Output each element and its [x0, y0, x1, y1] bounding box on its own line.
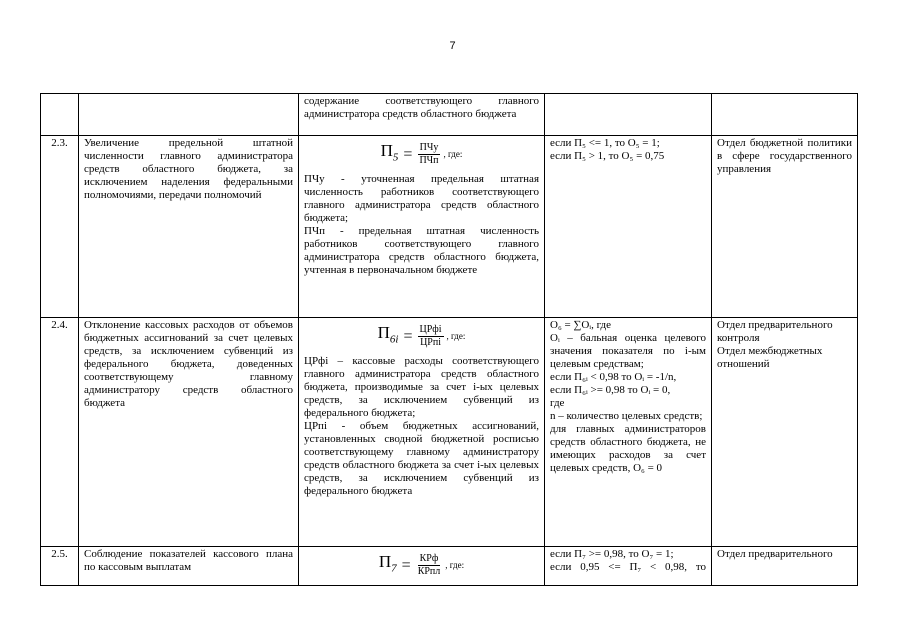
definition-text: ЦРпi - объем бюджетных ассигнований, установленных сводной бюджетной росписью соответствующему главному администратору средств областного бюджета за счет i-ых целевых средств, за исключением субвенций из федерального бюджета — [304, 420, 539, 497]
evaluation-line: n – количество целевых средств; — [550, 410, 703, 422]
page-number: 7 — [449, 40, 456, 52]
table-row — [41, 547, 858, 586]
evaluation-line: если П₆ᵢ >= 0,98 то Оᵢ = 0, — [550, 384, 671, 396]
department-text: Отдел предварительного контроля — [717, 319, 833, 344]
table-row — [41, 94, 858, 136]
evaluation-cell — [545, 318, 712, 547]
formula-fraction — [418, 324, 444, 349]
formula-cell — [299, 318, 545, 547]
evaluation-line: если П₅ <= 1, то О₅ = 1; — [550, 137, 660, 149]
row-number-cell — [41, 94, 79, 136]
indicators-table — [40, 93, 858, 586]
department-text: Отдел межбюджетных отношений — [717, 345, 823, 370]
formula-continuation-text: содержание соответствующего главного администратора средств областного бюджета — [304, 95, 539, 120]
formula-lhs: $П_5$ — [380, 140, 399, 164]
formula: $П_{6i}$ = $\frac{\text{ЦРфi}}{\text{ЦРпi}}$ , где: — [377, 322, 466, 348]
formula-cell — [299, 94, 545, 136]
evaluation-cell — [545, 136, 712, 318]
table-row — [41, 318, 858, 547]
department-cell — [712, 318, 858, 547]
department-cell — [712, 136, 858, 318]
definition-text: ПЧп - предельная штатная численность работников соответствующего главного администратора средств областного бюджета, учтенная в первоначальном бюджете — [304, 225, 539, 276]
evaluation-line: для главных администраторов средств областного бюджета, не имеющих расходов за счет целевых средств, О₆ = 0 — [550, 423, 706, 474]
formula-denominator: ПЧп — [419, 154, 439, 166]
formula-lhs: $П_7$ — [378, 551, 397, 575]
formula: $П_7$ = $\frac{\text{КРф}}{\text{КРпл}}$ , где: — [378, 551, 465, 577]
formula-numerator: ЦРфi — [419, 323, 442, 335]
formula-suffix: , где: — [445, 559, 465, 570]
row-number-cell: 2.5. — [41, 547, 79, 586]
evaluation-line: если П₇ >= 0,98, то О₇ = 1; — [550, 548, 674, 560]
evaluation-line: если П₅ > 1, то О₅ = 0,75 — [550, 150, 665, 162]
evaluation-cell — [545, 94, 712, 136]
formula-numerator: ПЧу — [419, 141, 439, 153]
indicator-name: Увеличение предельной штатной численности главного администратора средств областного бюджета, за исключением наделения федеральными полномочиями, передачи полномочий — [84, 137, 293, 201]
formula-cell — [299, 547, 545, 586]
formula-denominator: ЦРпi — [420, 336, 441, 348]
formula-lhs: $П_{6i}$ — [377, 322, 399, 346]
indicator-name-cell — [79, 547, 299, 586]
table-row — [41, 136, 858, 318]
formula-numerator: КРф — [419, 552, 439, 564]
department-text: Отдел предварительного — [717, 548, 833, 560]
evaluation-cell — [545, 547, 712, 586]
department-text: Отдел бюджетной политики в сфере государственного управления — [717, 137, 852, 175]
formula: $П_5$ = $\frac{\text{ПЧу}}{\text{ПЧп}}$ , где: — [380, 140, 463, 166]
department-cell — [712, 94, 858, 136]
formula-suffix: , где: — [443, 148, 463, 159]
formula-suffix: , где: — [446, 330, 466, 341]
indicator-name-cell — [79, 318, 299, 547]
evaluation-line: Оᵢ – бальная оценка целевого значения показателя по i-ым целевым средствам; — [550, 332, 706, 370]
formula-denominator: КРпл — [417, 565, 441, 577]
indicator-name-cell — [79, 136, 299, 318]
evaluation-line: где — [550, 397, 565, 409]
definition-text: ПЧу - уточненная предельная штатная численность работников соответствующего главного администратора средств областного бюджета; — [304, 173, 539, 224]
indicator-name: Соблюдение показателей кассового плана по кассовым выплатам — [84, 548, 293, 573]
formula-cell — [299, 136, 545, 318]
evaluation-line: если П₆ᵢ < 0,98 то Оᵢ = -1/n, — [550, 371, 677, 383]
indicator-name: Отклонение кассовых расходов от объемов бюджетных ассигнований за счет целевых средств, за исключением субвенций из федерального бюджета, доведенных соответствующему главному администратору средств областного бюджета — [84, 319, 293, 409]
evaluation-line: О₆ = ∑Оᵢ, где — [550, 319, 612, 331]
department-cell — [712, 547, 858, 586]
row-number-cell: 2.4. — [41, 318, 79, 547]
indicator-name-cell — [79, 94, 299, 136]
formula-fraction — [417, 142, 440, 167]
formula-fraction — [416, 553, 443, 578]
evaluation-line: если 0,95 <= П₇ < 0,98, то — [550, 561, 706, 573]
row-number-cell: 2.3. — [41, 136, 79, 318]
definition-text: ЦРфi – кассовые расходы соответствующего главного администратора средств областного бюджета, производимые за счет i-ых целевых средств, за исключением субвенций из федерального бюджета; — [304, 355, 539, 419]
